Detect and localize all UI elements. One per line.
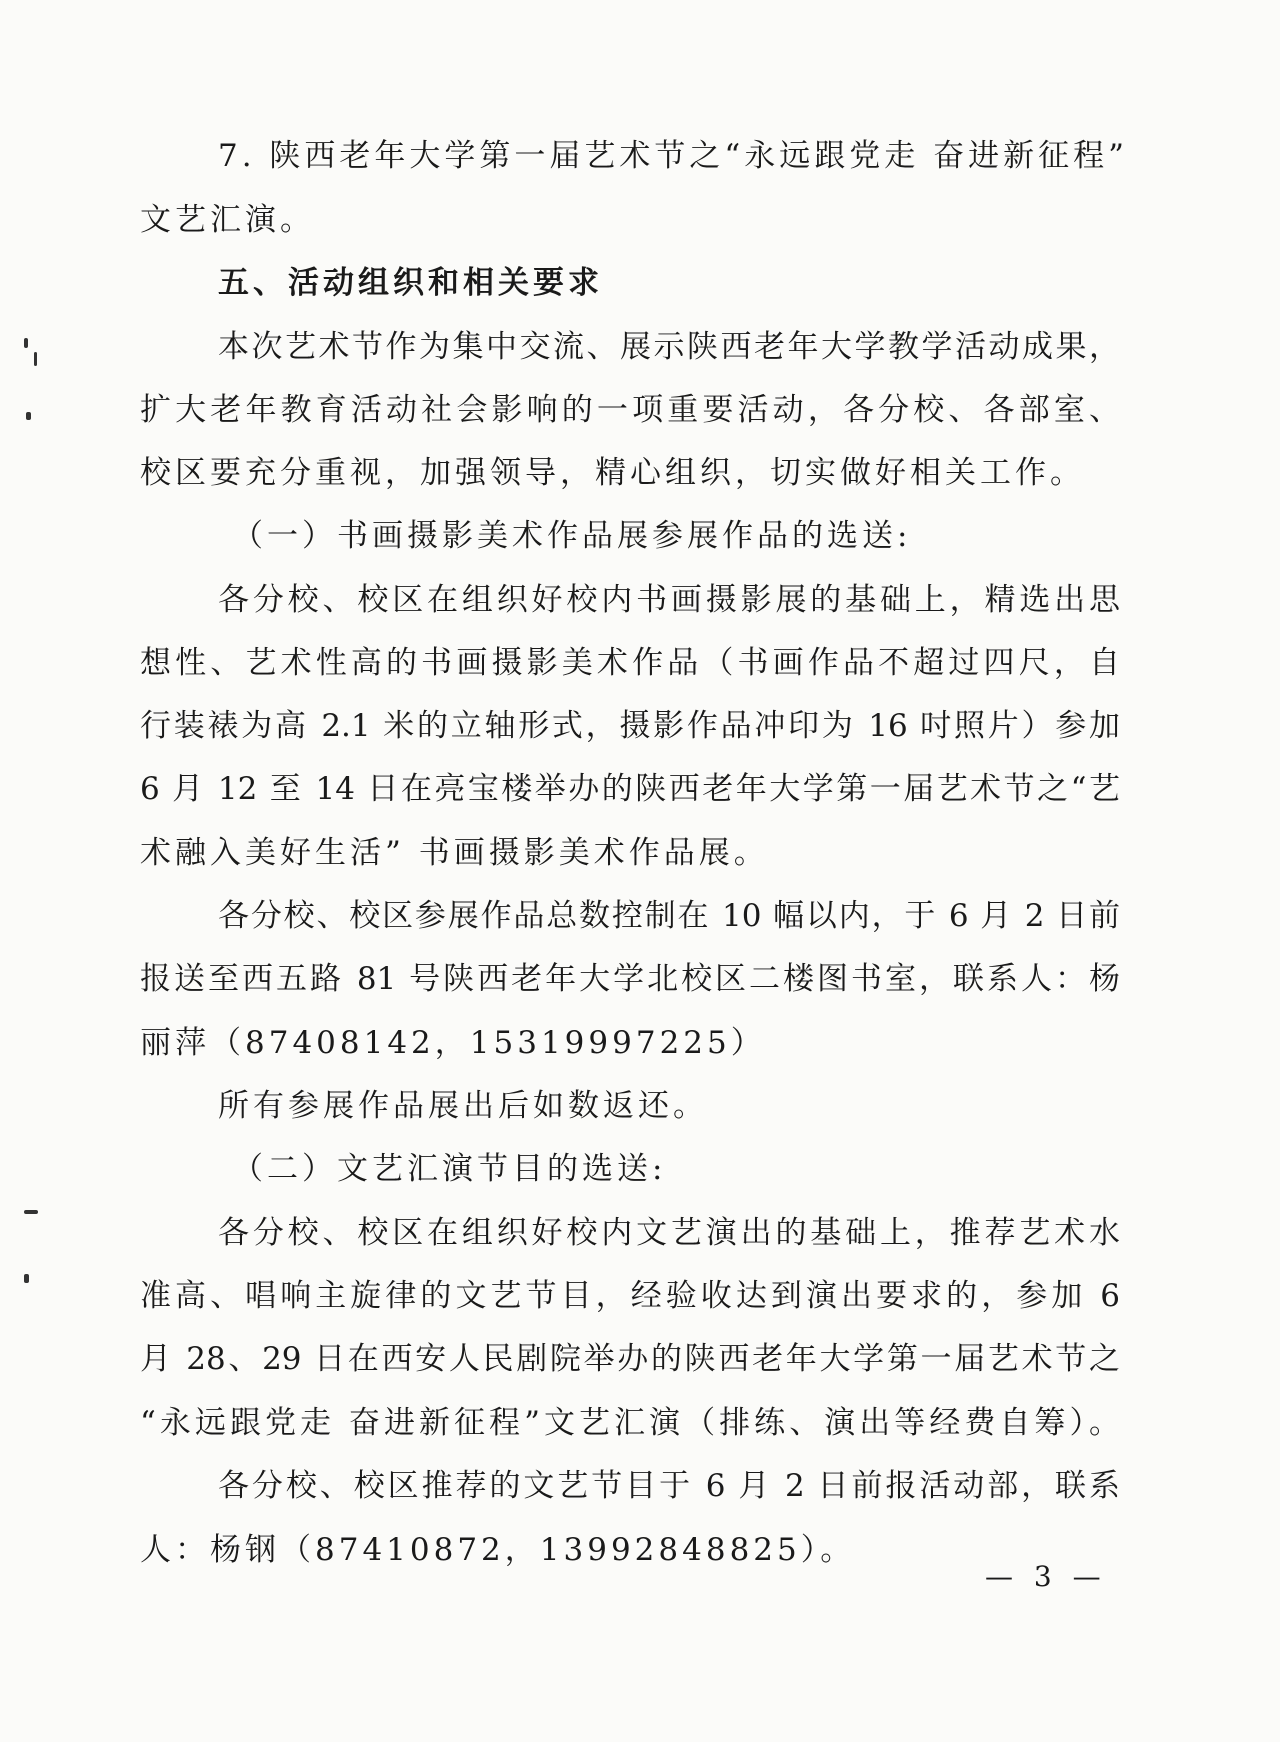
paragraph-line: 丽萍（87408142，15319997225） xyxy=(140,1025,766,1061)
paragraph-line: 术融入美好生活” 书画摄影美术作品展。 xyxy=(140,835,769,871)
paragraph-line: 扩大老年教育活动社会影响的一项重要活动，各分校、各部室、 xyxy=(140,392,1120,428)
paragraph-line: 报送至西五路 81 号陕西老年大学北校区二楼图书室，联系人：杨 xyxy=(140,961,1120,997)
paragraph-line: 所有参展作品展出后如数返还。 xyxy=(218,1088,708,1124)
paragraph-line: 月 28、29 日在西安人民剧院举办的陕西老年大学第一届艺术节之 xyxy=(140,1341,1120,1377)
paragraph-line: 6 月 12 至 14 日在亮宝楼举办的陕西老年大学第一届艺术节之“艺 xyxy=(140,771,1120,807)
paragraph-line: 本次艺术节作为集中交流、展示陕西老年大学教学活动成果， xyxy=(218,329,1120,365)
paragraph-line: 准高、唱响主旋律的文艺节目，经验收达到演出要求的，参加 6 xyxy=(140,1278,1120,1314)
text-line: 文艺汇演。 xyxy=(140,202,315,238)
list-item-7: 7. 陕西老年大学第一届艺术节之“永远跟党走 奋进新征程” xyxy=(218,138,1128,174)
paragraph-line: 各分校、校区在组织好校内书画摄影展的基础上，精选出思 xyxy=(218,582,1120,618)
paragraph-line: 人：杨钢（87410872，13992848825）。 xyxy=(140,1532,856,1568)
paragraph-line: 各分校、校区推荐的文艺节目于 6 月 2 日前报活动部，联系 xyxy=(218,1468,1120,1504)
paragraph-line: 想性、艺术性高的书画摄影美术作品（书画作品不超过四尺，自 xyxy=(140,645,1120,681)
binding-mark xyxy=(24,1210,38,1214)
paragraph-line: “永远跟党走 奋进新征程”文艺汇演（排练、演出等经费自筹）。 xyxy=(140,1405,1120,1441)
binding-mark xyxy=(26,412,31,420)
paragraph-line: 行装裱为高 2.1 米的立轴形式，摄影作品冲印为 16 吋照片）参加 xyxy=(140,708,1120,744)
subsection-heading: （二）文艺汇演节目的选送: xyxy=(232,1151,667,1187)
page-number: — 3 — xyxy=(985,1560,1107,1593)
section-heading: 五、活动组织和相关要求 xyxy=(218,265,603,301)
subsection-heading: （一）书画摄影美术作品展参展作品的选送: xyxy=(232,518,912,554)
binding-mark xyxy=(34,352,37,366)
binding-mark xyxy=(24,1274,29,1283)
paragraph-line: 各分校、校区在组织好校内文艺演出的基础上，推荐艺术水 xyxy=(218,1215,1120,1251)
binding-mark xyxy=(24,338,28,348)
paragraph-line: 校区要充分重视，加强领导，精心组织，切实做好相关工作。 xyxy=(140,455,1085,491)
paragraph-line: 各分校、校区参展作品总数控制在 10 幅以内，于 6 月 2 日前 xyxy=(218,898,1120,934)
